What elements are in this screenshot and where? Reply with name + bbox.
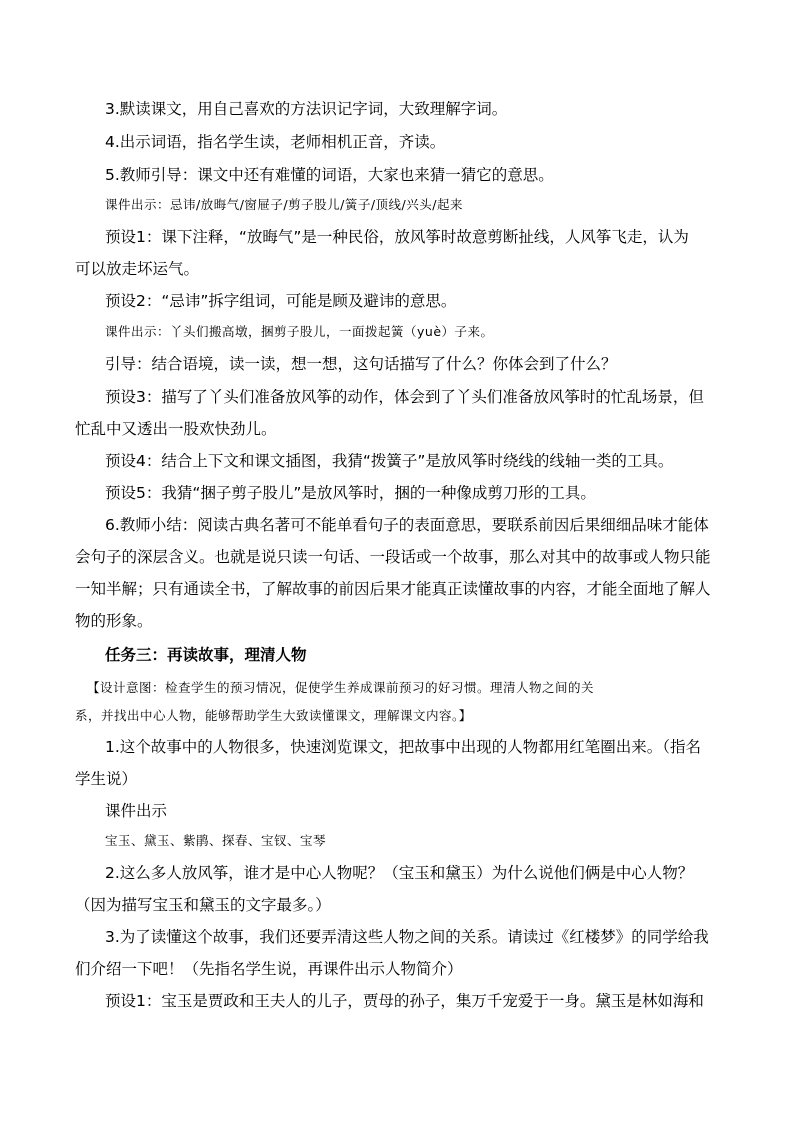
task-3-heading: 任务三：再读故事，理清人物: [105, 646, 307, 664]
design-intent-line-1: 【设计意图：检查学生的预习情况，促使学生养成课前预习的好习惯。理清人物之间的关: [87, 680, 595, 695]
summary-line-3: 一知半解；只有通读全书，了解故事的前因后果才能真正读懂故事的内容，才能全面地了解人: [75, 580, 711, 598]
preset-1b-text: 预设1：宝玉是贾政和王夫人的儿子，贾母的孙子，集万千宠爱于一身。黛玉是林如海和: [105, 992, 704, 1010]
step-2-line-1: 2.这么多人放风筝，谁才是中心人物呢？（宝玉和黛玉）为什么说他们俩是中心人物？: [105, 864, 694, 882]
step-1-line-1: 1.这个故事中的人物很多，快速浏览课文，把故事中出现的人物都用红笔圈出来。（指名: [105, 738, 702, 756]
character-list: 宝玉、黛玉、紫鹃、探春、宝钗、宝琴: [105, 833, 327, 848]
guide-question: 引导：结合语境，读一读，想一想，这句话描写了什么？你体会到了什么？: [105, 355, 617, 373]
preset-4-text: 预设4：结合上下文和课文插图，我猜“拨簧子”是放风筝时绕线的线轴一类的工具。: [105, 452, 674, 470]
design-intent-line-2: 系，并找出中心人物，能够帮助学生大致读懂课文，理解课文内容。】: [75, 708, 472, 723]
summary-line-4: 物的形象。: [75, 612, 153, 630]
preset-1-line-2: 可以放走坏运气。: [75, 260, 200, 278]
step-1-line-2: 学生说）: [75, 770, 138, 788]
step-3b-line-2: 们介绍一下吧！（先指名学生说，再课件出示人物简介）: [75, 960, 463, 978]
courseware-label: 课件出示: [105, 802, 168, 820]
step-3b-line-1: 3.为了读懂这个故事，我们还要弄清这些人物之间的关系。请读过《红楼梦》的同学给我: [105, 928, 709, 946]
preset-5-text: 预设5：我猜“捆子剪子股儿”是放风筝时，捆的一种像成剪刀形的工具。: [105, 484, 596, 502]
preset-1-line-1: 预设1：课下注释，“放晦气”是一种民俗，放风筝时故意剪断扯线，人风筝飞走，认为: [105, 228, 689, 246]
summary-line-2: 会句子的深层含义。也就是说只读一句话、一段话或一个故事，那么对其中的故事或人物只能: [75, 548, 711, 566]
courseware-sentence: 课件出示：丫头们搬高墩，捆剪子股儿，一面拨起簧（yuè）子来。: [105, 324, 494, 339]
step-3-text: 3.默读课文，用自己喜欢的方法识记字词，大致理解字词。: [105, 100, 508, 118]
courseware-words-list: 课件出示：忌讳/放晦气/窗屉子/剪子股儿/簧子/顶线/兴头/起来: [105, 197, 463, 212]
step-2-line-2: （因为描写宝玉和黛玉的文字最多。）: [75, 896, 331, 914]
summary-line-1: 6.教师小结：阅读古典名著可不能单看句子的表面意思，要联系前因后果细细品味才能体: [105, 516, 709, 534]
step-5-text: 5.教师引导：课文中还有难懂的词语，大家也来猜一猜它的意思。: [105, 166, 554, 184]
preset-3-line-1: 预设3：描写了丫头们准备放风筝的动作，体会到了丫头们准备放风筝时的忙乱场景，但: [105, 388, 704, 406]
step-4-text: 4.出示词语，指名学生读，老师相机正音，齐读。: [105, 133, 446, 151]
preset-2-text: 预设2：“忌讳”拆字组词，可能是顾及避讳的意思。: [105, 292, 457, 310]
preset-3-line-2: 忙乱中又透出一股欢快劲儿。: [75, 420, 277, 438]
